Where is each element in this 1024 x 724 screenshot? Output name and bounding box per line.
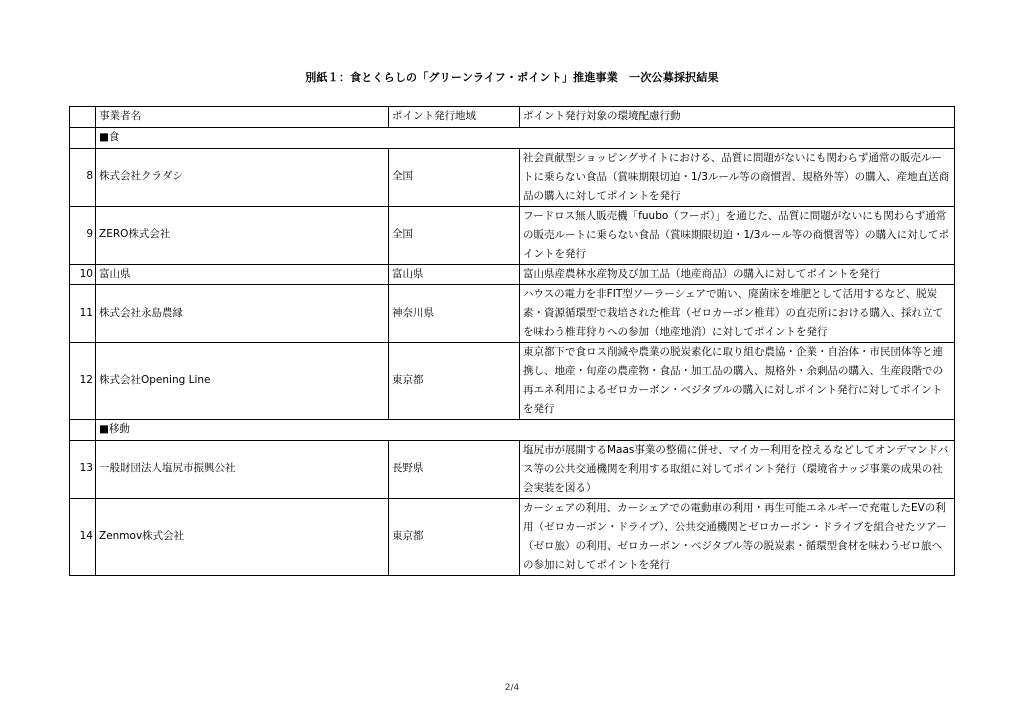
row-number: 9 xyxy=(70,206,96,264)
row-number: 12 xyxy=(70,343,96,420)
page-number: 2/4 xyxy=(504,683,520,693)
table-row xyxy=(70,206,955,264)
row-region: 神奈川県 xyxy=(389,285,520,343)
category-label-food: ■食 xyxy=(96,128,955,149)
row-action: 東京都下で食ロス削減や農業の脱炭素化に取り組む農協・企業・自治体・市民団体等と連携し、地産・旬産の農産物・食品・加工品の購入、規格外・余剰品の購入、生産段階での再エネ利用によるゼロカーボン・ベジタブルの購入に対しポイント発行に対してポイントを発行 xyxy=(520,343,955,420)
document-title: 別紙１：食とくらしの「グリーンライフ・ポイント」推進事業 一次公募採択結果 xyxy=(305,71,719,84)
table-row xyxy=(70,498,955,575)
table-row xyxy=(70,148,955,206)
table-row xyxy=(70,285,955,343)
category-number-cell xyxy=(70,128,96,149)
row-action: カーシェアの利用、カーシェアでの電動車の利用・再生可能エネルギーで充電したEVの利用（ゼロカーボン・ドライブ）、公共交通機関とゼロカーボン・ドライブを組合せたツアー（ゼロ旅）の利用、ゼロカーボン・ベジタブル等の脱炭素・循環型食材を味わうゼロ旅への参加に対してポイントを発行 xyxy=(520,498,955,575)
row-action: 富山県産農林水産物及び加工品（地産商品）の購入に対してポイントを発行 xyxy=(520,264,955,285)
header-company-name: 事業者名 xyxy=(96,107,389,128)
row-action: ハウスの電力を非FIT型ソーラーシェアで賄い、廃菌床を堆肥として活用するなど、脱炭素・資源循環型で栽培された椎茸（ゼロカーボン椎茸）の直売所における購入、採れ立てを味わう椎茸狩りへの参加（地産地消）に対してポイントを発行 xyxy=(520,285,955,343)
row-company-name: 株式会社永島農縁 xyxy=(96,285,389,343)
table-row xyxy=(70,440,955,498)
table-row xyxy=(70,264,955,285)
category-number-cell xyxy=(70,420,96,441)
row-region: 全国 xyxy=(389,148,520,206)
row-region: 長野県 xyxy=(389,440,520,498)
row-number: 13 xyxy=(70,440,96,498)
table-row xyxy=(70,343,955,420)
selection-results-table xyxy=(69,106,955,576)
row-number: 10 xyxy=(70,264,96,285)
header-region: ポイント発行地域 xyxy=(389,107,520,128)
category-row-mobility xyxy=(70,420,955,441)
row-number: 11 xyxy=(70,285,96,343)
row-region: 東京都 xyxy=(389,343,520,420)
table-header-row xyxy=(70,107,955,128)
row-number: 8 xyxy=(70,148,96,206)
row-region: 全国 xyxy=(389,206,520,264)
row-number: 14 xyxy=(70,498,96,575)
row-company-name: 富山県 xyxy=(96,264,389,285)
row-company-name: 株式会社クラダシ xyxy=(96,148,389,206)
row-company-name: 一般財団法人塩尻市振興公社 xyxy=(96,440,389,498)
row-region: 東京都 xyxy=(389,498,520,575)
row-action: 塩尻市が展開するMaas事業の整備に併せ、マイカー利用を控えるなどしてオンデマンドバス等の公共交通機関を利用する取組に対してポイント発行（環境省ナッジ事業の成果の社会実装を図る） xyxy=(520,440,955,498)
row-company-name: ZERO株式会社 xyxy=(96,206,389,264)
header-number-cell xyxy=(70,107,96,128)
row-company-name: 株式会社Opening Line xyxy=(96,343,389,420)
row-action: 社会貢献型ショッピングサイトにおける、品質に問題がないにも関わらず通常の販売ルートに乗らない食品（賞味期限切迫・1/3ルール等の商慣習、規格外等）の購入、産地直送商品の購入に対してポイントを発行 xyxy=(520,148,955,206)
category-label-mobility: ■移動 xyxy=(96,420,955,441)
row-region: 富山県 xyxy=(389,264,520,285)
row-company-name: Zenmov株式会社 xyxy=(96,498,389,575)
row-action: フードロス無人販売機「fuubo（フーボ）」を通じた、品質に問題がないにも関わらず通常の販売ルートに乗らない食品（賞味期限切迫・1/3ルール等の商慣習等）の購入に対してポイントを発行 xyxy=(520,206,955,264)
header-action: ポイント発行対象の環境配慮行動 xyxy=(520,107,955,128)
category-row-food xyxy=(70,128,955,149)
